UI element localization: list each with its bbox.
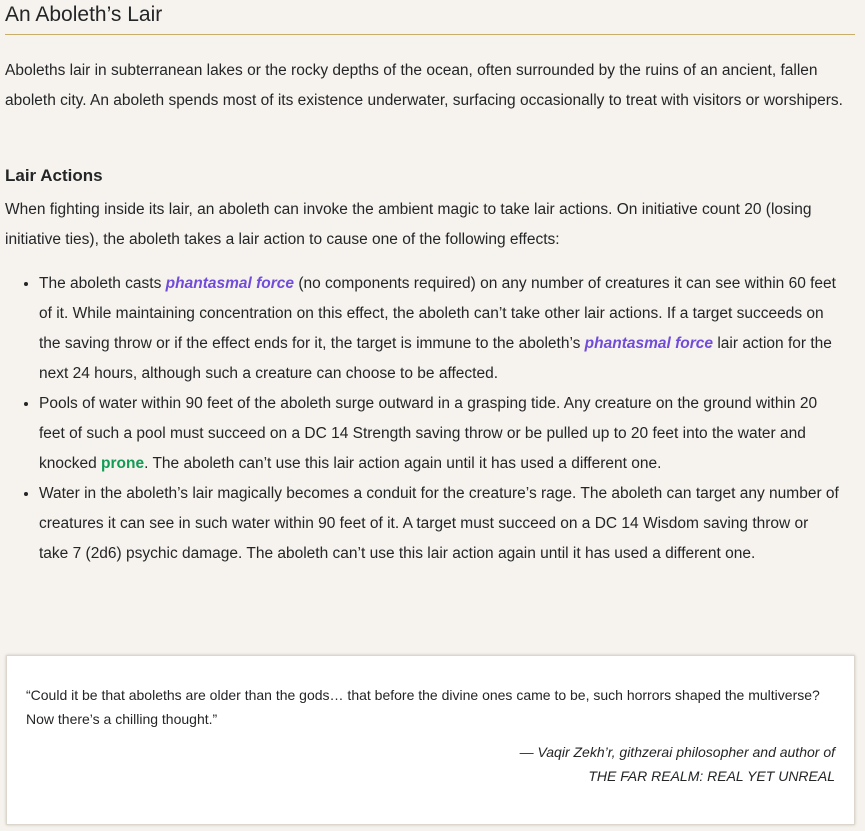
list-item-text: lair action for the next 24 hours, although such a creature can choose to be affected. <box>39 335 832 382</box>
list-item-text: (no components required) on any number of creatures it can see within 60 feet of it. While maintaining concentration on this effect, the aboleth can’t take other lair actions. If a target succeeds on the saving throw or if the effect ends for it, the target is immune to the aboleth’s <box>39 275 836 352</box>
list-item <box>39 479 839 569</box>
title-divider <box>5 34 855 35</box>
quote-box <box>6 655 855 825</box>
list-item <box>39 269 839 389</box>
list-item-text: . The aboleth can’t use this lair action again until it has used a different one. <box>144 455 662 472</box>
list-item <box>39 389 839 479</box>
quote-text: “Could it be that aboleths are older than the gods… that before the divine ones came to be, such horrors shaped the multiverse? Now there’s a chilling thought.” <box>26 687 820 727</box>
list-item-text: Water in the aboleth’s lair magically becomes a conduit for the creature’s rage. The aboleth can target any number of creatures it can see in such water within 90 feet of it. A target must succeed on a DC 14 Wisdom saving throw or take 7 (2d6) psychic damage. The aboleth can’t use this lair action again until it has used a different one. <box>39 485 839 562</box>
quote-attribution-book: THE FAR REALM: REAL YET UNREAL <box>588 768 835 784</box>
quote-attribution <box>335 740 835 788</box>
intro-paragraph: Aboleths lair in subterranean lakes or the rocky depths of the ocean, often surrounded by the ruins of an ancient, fallen aboleth city. An aboleth spends most of its existence underwater, surfacing occasionally to treat with visitors or worshipers. <box>5 62 843 109</box>
quote-attribution-author: — Vaqir Zekh’r, githzerai philosopher and author of <box>519 744 835 760</box>
lair-actions-intro: When fighting inside its lair, an aboleth can invoke the ambient magic to take lair actions. On initiative count 20 (losing initiative ties), the aboleth takes a lair action to cause one of the following effects: <box>5 201 812 248</box>
spell-link-phantasmal-force[interactable]: phantasmal force <box>584 335 714 352</box>
page-title: An Aboleth’s Lair <box>5 3 163 26</box>
condition-link-prone[interactable]: prone <box>101 455 145 472</box>
lair-actions-heading: Lair Actions <box>5 166 103 185</box>
spell-link-phantasmal-force[interactable]: phantasmal force <box>165 275 295 292</box>
list-item-text: Pools of water within 90 feet of the aboleth surge outward in a grasping tide. Any creature on the ground within 20 feet of such a pool must succeed on a DC 14 Strength saving throw or be pulled up to 20 feet into the water and knocked <box>39 395 818 472</box>
list-item-text: The aboleth casts <box>39 275 166 292</box>
lair-actions-list <box>5 269 839 569</box>
